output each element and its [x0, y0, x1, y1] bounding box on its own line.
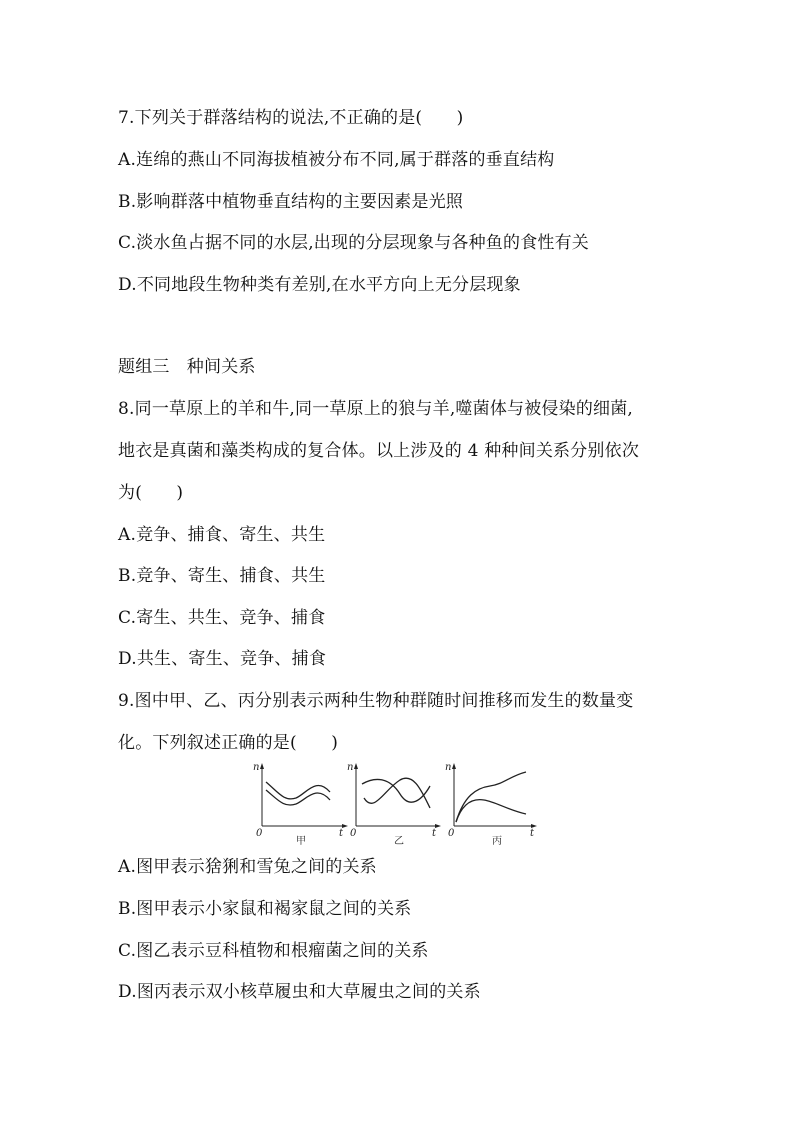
- question-9-option-d: D.图丙表示双小核草履虫和大草履虫之间的关系: [118, 982, 481, 1002]
- panel-jia-origin: 0: [256, 828, 263, 839]
- question-7-stem: 7.下列关于群落结构的说法,不正确的是( ): [118, 108, 464, 128]
- panel-bing-origin: 0: [448, 828, 455, 839]
- panel-jia-curve-1: [266, 782, 330, 799]
- section-heading: 题组三 种间关系: [118, 357, 256, 377]
- panel-jia-caption: 甲: [296, 836, 306, 847]
- question-9-option-b: B.图甲表示小家鼠和褐家鼠之间的关系: [118, 899, 412, 919]
- panel-yi: [347, 762, 441, 847]
- question-8-stem-line-1: 8.同一草原上的羊和牛,同一草原上的狼与羊,噬菌体与被侵染的细菌,: [118, 399, 634, 419]
- panel-bing-curve-1: [456, 772, 526, 822]
- question-9-option-a: A.图甲表示猞猁和雪兔之间的关系: [118, 857, 377, 877]
- question-8-stem-line-2: 地衣是真菌和藻类构成的复合体。以上涉及的 4 种种间关系分别依次: [118, 441, 640, 461]
- question-7-option-a: A.连绵的燕山不同海拔植被分布不同,属于群落的垂直结构: [118, 150, 555, 170]
- question-9-option-c: C.图乙表示豆科植物和根瘤菌之间的关系: [118, 941, 429, 961]
- panel-yi-caption: 乙: [394, 836, 404, 847]
- panel-jia-y-label: n: [253, 762, 260, 773]
- panel-bing: [445, 762, 537, 847]
- panel-yi-y-arrow: [354, 763, 358, 769]
- panel-yi-y-label: n: [347, 762, 354, 773]
- panel-bing-curve-2: [456, 800, 526, 822]
- panel-bing-caption: 丙: [492, 836, 502, 847]
- question-8-stem-line-3: 为( ): [118, 483, 184, 503]
- question-9-stem-line-2: 化。下列叙述正确的是( ): [118, 733, 339, 753]
- population-graphs-svg: [250, 756, 550, 848]
- question-9-stem-line-1: 9.图中甲、乙、丙分别表示两种生物种群随时间推移而发生的数量变: [118, 691, 634, 711]
- panel-yi-origin: 0: [350, 828, 357, 839]
- panel-jia-x-label: t: [339, 828, 344, 839]
- question-8-option-d: D.共生、寄生、竞争、捕食: [118, 649, 327, 669]
- question-7-option-b: B.影响群落中植物垂直结构的主要因素是光照: [118, 192, 464, 212]
- panel-bing-x-label: t: [530, 828, 535, 839]
- panel-bing-y-label: n: [445, 762, 452, 773]
- panel-jia: [253, 762, 348, 847]
- question-8-option-b: B.竞争、寄生、捕食、共生: [118, 566, 326, 586]
- panel-bing-y-arrow: [452, 763, 456, 769]
- question-8-option-c: C.寄生、共生、竞争、捕食: [118, 608, 326, 628]
- panel-yi-curve-2: [364, 778, 430, 808]
- question-7-option-d: D.不同地段生物种类有差别,在水平方向上无分层现象: [118, 275, 521, 295]
- population-graphs-figure: [250, 756, 550, 848]
- panel-jia-y-arrow: [260, 763, 264, 769]
- question-7-option-c: C.淡水鱼占据不同的水层,出现的分层现象与各种鱼的食性有关: [118, 233, 590, 253]
- question-8-option-a: A.竞争、捕食、寄生、共生: [118, 525, 326, 545]
- panel-yi-x-label: t: [432, 828, 437, 839]
